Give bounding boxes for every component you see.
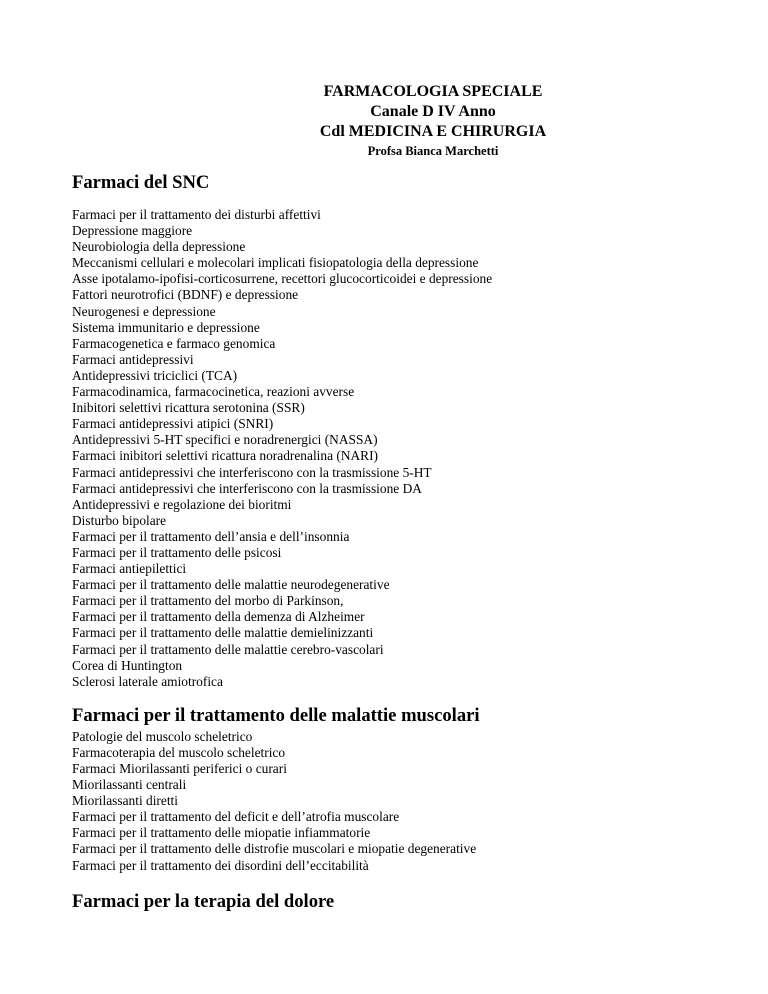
list-item: Farmaci per il trattamento del deficit e dell’atrofia muscolare (72, 809, 400, 825)
list-item: Farmaci per il trattamento delle malattie neurodegenerative (72, 577, 390, 593)
list-item: Antidepressivi e regolazione dei bioritmi (72, 496, 292, 512)
list-item: Farmaci per il trattamento delle psicosi (72, 544, 282, 560)
course-title: FARMACOLOGIA SPECIALE (323, 83, 543, 100)
list-item: Sclerosi laterale amiotrofica (72, 673, 223, 689)
list-item: Farmacoterapia del muscolo scheletrico (72, 744, 286, 760)
list-item: Corea di Huntington (72, 657, 183, 673)
course-channel: Canale D IV Anno (370, 103, 496, 120)
list-item: Farmaci per il trattamento dell’ansia e dell’insonnia (72, 528, 350, 544)
list-item: Neurobiologia della depressione (72, 239, 246, 255)
list-item: Farmacodinamica, farmacocinetica, reazioni avverse (72, 384, 355, 400)
list-item: Farmaci per il trattamento dei disordini dell’eccitabilità (72, 857, 369, 873)
professor-name: Profsa Bianca Marchetti (367, 144, 499, 158)
list-item: Depressione maggiore (72, 223, 193, 239)
list-item: Farmaci per il trattamento delle miopatie infiammatorie (72, 825, 371, 841)
list-item: Patologie del muscolo scheletrico (72, 728, 253, 744)
list-item: Farmaci per il trattamento della demenza di Alzheimer (72, 609, 365, 625)
degree-program: Cdl MEDICINA E CHIRURGIA (319, 123, 547, 140)
list-item: Farmaci antidepressivi che interferiscono con la trasmissione 5-HT (72, 464, 432, 480)
list-item: Asse ipotalamo-ipofisi-corticosurrene, recettori glucocorticoidei e depressione (72, 271, 493, 287)
list-item: Disturbo bipolare (72, 512, 167, 528)
section-list-snc (72, 207, 712, 690)
list-item: Farmaci inibitori selettivi ricattura noradrenalina (NARI) (72, 448, 379, 464)
list-item: Farmaci per il trattamento del morbo di Parkinson, (72, 593, 344, 609)
list-item: Inibitori selettivi ricattura serotonina (SSR) (72, 400, 305, 416)
list-item: Farmaci antidepressivi che interferiscono con la trasmissione DA (72, 480, 422, 496)
list-item: Neurogenesi e depressione (72, 303, 216, 319)
list-item: Farmaci antidepressivi (72, 351, 194, 367)
list-item: Farmaci antiepilettici (72, 561, 187, 577)
list-item: Farmaci per il trattamento delle malattie demielinizzanti (72, 625, 374, 641)
list-item: Miorilassanti centrali (72, 777, 187, 793)
document-page (72, 82, 712, 913)
list-item: Meccanismi cellulari e molecolari implicati fisiopatologia della depressione (72, 255, 479, 271)
list-item: Farmaci antidepressivi atipici (SNRI) (72, 416, 274, 432)
section-list-muscle (72, 729, 712, 874)
list-item: Farmaci per il trattamento delle distrofie muscolari e miopatie degenerative (72, 841, 477, 857)
document-header (72, 82, 712, 160)
list-item: Antidepressivi triciclici (TCA) (72, 367, 238, 383)
list-item: Miorilassanti diretti (72, 793, 178, 809)
list-item: Fattori neurotrofici (BDNF) e depressione (72, 287, 299, 303)
list-item: Farmaci per il trattamento dei disturbi affettivi (72, 207, 321, 222)
list-item: Farmacogenetica e farmaco genomica (72, 335, 276, 351)
section-title-muscle: Farmaci per il trattamento delle malattie muscolari (72, 704, 480, 726)
section-title-snc: Farmaci del SNC (72, 172, 210, 193)
list-item: Farmaci Miorilassanti periferici o curari (72, 761, 287, 776)
list-item: Farmaci per il trattamento delle malattie cerebro-vascolari (72, 641, 384, 657)
list-item: Sistema immunitario e depressione (72, 319, 260, 335)
list-item: Antidepressivi 5-HT specifici e noradrenergici (NASSA) (72, 432, 378, 448)
section-title-pain: Farmaci per la terapia del dolore (72, 890, 335, 912)
